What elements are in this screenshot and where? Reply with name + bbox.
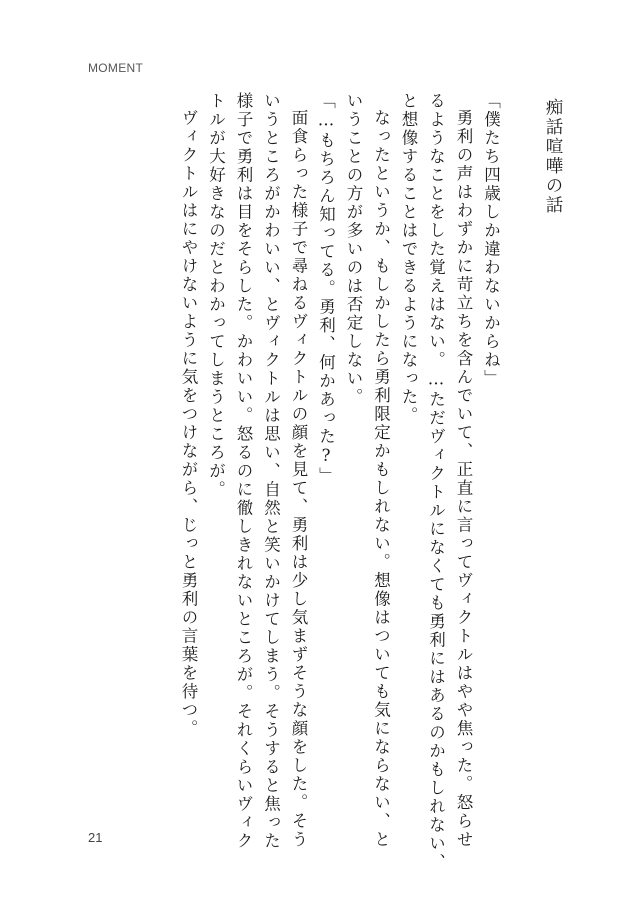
body-line-2: 勇利の声はわずかに苛立ちを含んでいて、正直に言ってヴィクトルはやや焦った。怒らせ (454, 108, 473, 849)
body-line-9: いうところがかわいい、とヴィクトルは思い、自然と笑いかけてしまう。そうすると焦った (261, 92, 281, 851)
body-line-10: 様子で勇利は目をそらした。かわいい。怒るのに徹しきれないところが。それくらいヴィク (234, 92, 253, 851)
body-line-8: 面食らった様子で尋ねるヴィクトルの顔を見て、勇利は少し気まずそうな顔をした。そう (289, 108, 308, 849)
body-line-7: 「…もちろん知ってる。勇利、何かあった?」 (316, 92, 336, 486)
page-number: 21 (88, 830, 103, 845)
running-head: MOMENT (88, 61, 144, 75)
body-line-4: と想像することはできるようになった。 (399, 92, 418, 425)
body-line-1: 「僕たち四歳しか違わないからね」 (481, 92, 501, 388)
body-line-6: いうことの方が多いのは否定しない。 (344, 92, 363, 407)
body-line-3: るようなことをした覚えはない。…ただヴィクトルになくても勇利にはあるのかもしれない、 (426, 92, 446, 872)
body-line-5: なったというか、もしかしたら勇利限定かもしれない。想像はついても気にならない、と (371, 108, 391, 849)
body-line-12: ヴィクトルはにやけないように気をつけながら、じっと勇利の言葉を待つ。 (179, 108, 198, 738)
chapter-title: 痴話喧嘩の話 (543, 98, 563, 215)
body-line-11: トルが大好きなのだとわかってしまうところが。 (206, 92, 226, 499)
